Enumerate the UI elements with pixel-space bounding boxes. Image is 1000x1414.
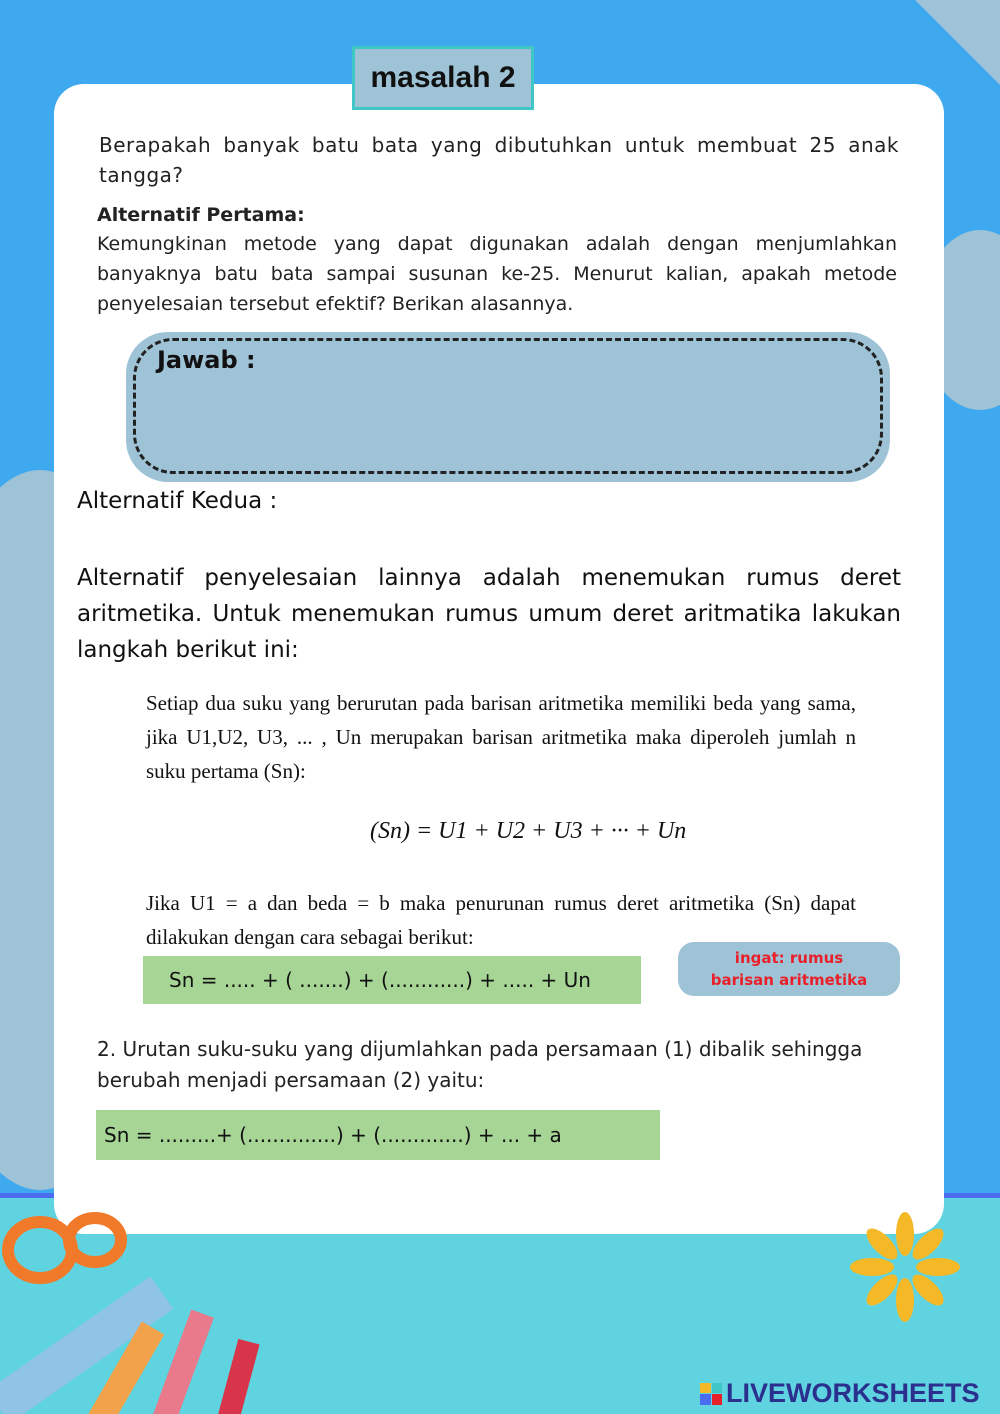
- pencil-icon-3: [212, 1339, 259, 1414]
- step2-fill-box[interactable]: [96, 1110, 660, 1160]
- math-intro: Setiap dua suku yang berurutan pada barisan aritmetika memiliki beda yang sama, jika U1,U2, U3, ... , Un merupakan barisan aritmetika maka diperoleh jumlah n suku pertama (Sn):: [146, 691, 856, 783]
- alt1-text: Kemungkinan metode yang dapat digunakan adalah dengan menjumlahkan banyaknya batu bata sampai susunan ke-25. Menurut kalian, apakah metode penyelesaian tersebut efektif? Berikan alasannya.: [97, 233, 897, 315]
- scissors-icon: [8, 1218, 121, 1278]
- step2-text: 2. Urutan suku-suku yang dijumlahkan pada persamaan (1) dibalik sehingga berubah menjadi persamaan (2) yaitu:: [97, 1037, 863, 1092]
- pencil-icon-2: [150, 1310, 214, 1414]
- step1-fill-text: Sn = ..... + ( .......) + (............) + ..... + Un: [169, 968, 591, 992]
- math-formula: (Sn) = U1 + U2 + U3 + ··· + Un: [370, 818, 687, 844]
- question-text: Berapakah banyak batu bata yang dibutuhkan untuk membuat 25 anak tangga?: [99, 133, 899, 187]
- alt1-heading: Alternatif Pertama:: [97, 204, 305, 226]
- flower-icon: [850, 1212, 960, 1322]
- logo-mark-icon: [700, 1383, 722, 1405]
- brand-logo: [700, 1378, 980, 1409]
- math-derivation: Jika U1 = a dan beda = b maka penurunan rumus deret aritmetika (Sn) dapat dilakukan dengan cara sebagai berikut:: [146, 891, 856, 949]
- page-title: masalah 2: [352, 46, 534, 110]
- answer-label: Jawab :: [157, 346, 256, 374]
- alt2-heading: Alternatif Kedua :: [77, 488, 278, 514]
- alt2-text: Alternatif penyelesaian lainnya adalah menemukan rumus deret aritmetika. Untuk menemukan rumus umum deret aritmatika lakukan langkah berikut ini:: [77, 565, 901, 663]
- step1-fill-box[interactable]: [143, 956, 641, 1004]
- stationery-illustration: [0, 1210, 290, 1414]
- reminder-bubble: [678, 942, 900, 996]
- brand-logo-text: LIVEWORKSHEETS: [726, 1378, 980, 1408]
- reminder-text: ingat: rumus barisan aritmetika: [710, 949, 868, 989]
- step2-fill-text: Sn = .........+ (..............) + (.............) + ... + a: [104, 1123, 562, 1147]
- background-corner-shape: [915, 0, 1000, 85]
